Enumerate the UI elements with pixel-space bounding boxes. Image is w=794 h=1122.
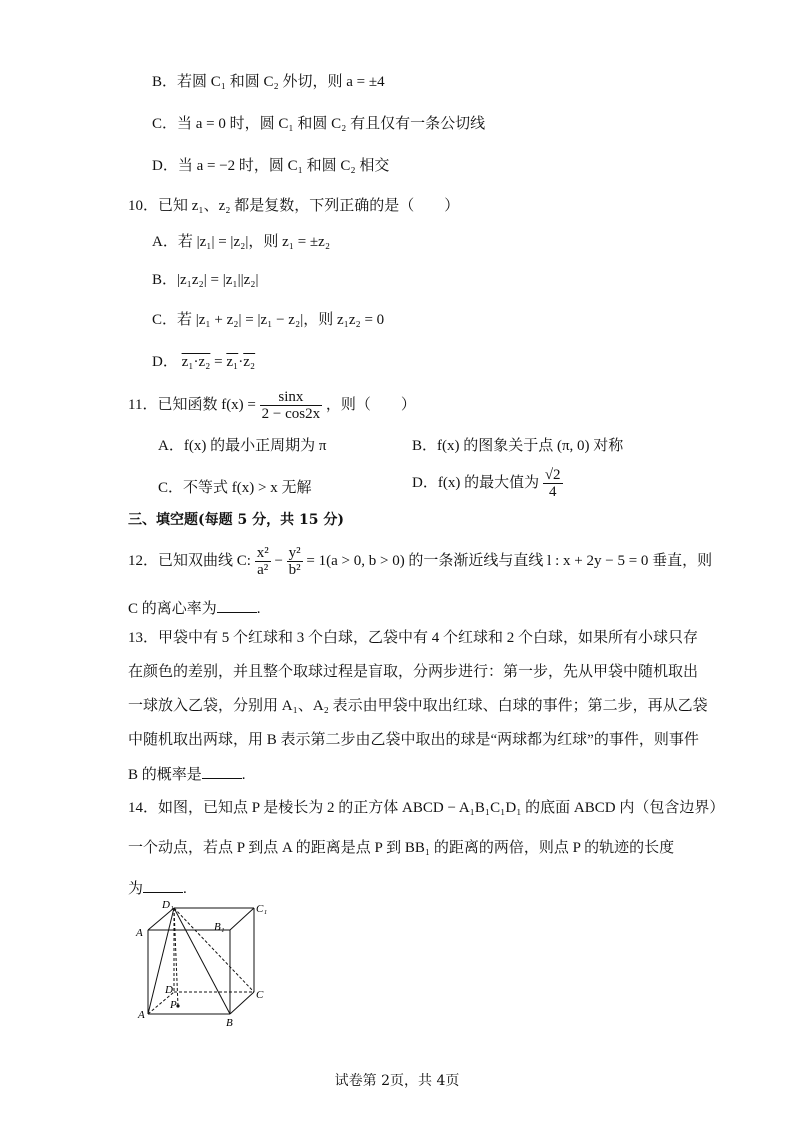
q13-line-4: 中随机取出两球，用 B 表示第二步由乙袋中取出的球是“两球都为红球”的事件，则事件 — [128, 732, 699, 748]
q13-line-5 — [128, 764, 246, 785]
q10-option-d — [152, 352, 255, 372]
cube-figure — [128, 900, 278, 1030]
q10-option-d-dot: · — [238, 354, 244, 370]
q11-option-c: C．不等式 f(x) > x 无解 — [158, 480, 312, 496]
line-d1-p-hidden — [174, 908, 178, 1006]
edge-b1c1 — [230, 908, 254, 930]
q14-line-3 — [128, 878, 187, 899]
label-b: B — [226, 1017, 233, 1029]
q12-line-2-end: . — [256, 601, 261, 617]
label-c1: C₁ — [256, 903, 268, 915]
q11-option-d-numerator: √2 — [544, 467, 561, 484]
q10-option-d-lhs: z₁·z₂ — [181, 354, 211, 370]
q12-fraction-x — [255, 545, 271, 578]
q10-option-d-label: D． — [152, 354, 178, 370]
edge-a1d1 — [148, 908, 174, 930]
q10-stem: 10．已知 z₁、z₂ 都是复数，下列正确的是（ ） — [128, 198, 460, 214]
q10-option-c: C．若 |z₁ + z₂| = |z₁ − z₂|，则 z₁z₂ = 0 — [152, 312, 385, 328]
q11-option-d-fraction — [543, 467, 563, 500]
q11-stem-suffix: ，则（ ） — [325, 397, 416, 413]
q12-minus: − — [274, 553, 283, 569]
q14-line-3-text: 为 — [128, 881, 144, 897]
q10-option-a: A．若 |z₁| = |z₂|，则 z₁ = ±z₂ — [152, 234, 331, 250]
label-a: A — [138, 1009, 145, 1021]
q13-line-2: 在颜色的差别，并且整个取球过程是盲取，分两步进行：第一步，先从甲袋中随机取出 — [128, 664, 699, 680]
q14-line-3-end: . — [183, 881, 187, 897]
q12-fraction-x-numerator: x² — [256, 545, 269, 562]
q12-answer-blank — [217, 598, 257, 613]
q12-fraction-x-denominator: a² — [257, 562, 269, 579]
q12-line-2-text: C 的离心率为 — [128, 601, 217, 617]
label-p: P — [170, 999, 177, 1011]
point-p — [176, 1004, 179, 1007]
q11-frac-numerator: sinx — [260, 389, 322, 406]
label-d: D — [165, 984, 173, 996]
q11-option-b: B．f(x) 的图象关于点 (π, 0) 对称 — [412, 438, 624, 454]
q14-answer-blank — [143, 878, 183, 893]
q12-fraction-y-numerator: y² — [288, 545, 301, 562]
q11-stem — [128, 388, 416, 422]
q12-line-2 — [128, 598, 261, 619]
q9-option-c: C．当 a = 0 时，圆 C₁ 和圆 C₂ 有且仅有一条公切线 — [152, 116, 486, 132]
q11-fraction — [260, 389, 322, 422]
q13-line-5-end: . — [241, 767, 246, 783]
q11-option-d-denominator: 4 — [548, 484, 557, 501]
q13-answer-blank — [202, 764, 242, 779]
q14-line-1: 14．如图，已知点 P 是棱长为 2 的正方体 ABCD − A₁B₁C₁D₁ 的底面 ABCD 内（包含边界） — [128, 800, 725, 816]
label-a1: A — [136, 927, 143, 939]
q12-suffix: = 1(a > 0, b > 0) 的一条渐近线与直线 l : x + 2y − 5 = 0 垂直，则 — [306, 553, 713, 569]
q14-line-2: 一个动点，若点 P 到点 A 的距离是点 P 到 BB₁ 的距离的两倍，则点 P 的轨迹的长度 — [128, 840, 675, 856]
edge-bc — [230, 992, 254, 1014]
q12-fraction-y-denominator: b² — [288, 562, 301, 579]
q10-option-d-equals: = — [214, 354, 223, 370]
page-footer: 试卷第 2页，共 4页 — [334, 1073, 460, 1089]
q11-option-a: A．f(x) 的最小正周期为 π — [158, 438, 327, 454]
q12-fraction-y — [287, 545, 303, 578]
q11-option-d-prefix: D．f(x) 的最大值为 — [412, 475, 540, 491]
q9-option-d: D．当 a = −2 时，圆 C₁ 和圆 C₂ 相交 — [152, 158, 390, 174]
label-c: C — [256, 989, 264, 1001]
q12-prefix: 12．已知双曲线 C: — [128, 553, 251, 569]
section-3-heading: 三、填空题(每题 5 分，共 15 分) — [128, 512, 344, 528]
q11-stem-prefix: 11．已知函数 f(x) = — [128, 397, 256, 413]
q13-line-5-text: B 的概率是 — [128, 767, 202, 783]
q13-line-1: 13．甲袋中有 5 个红球和 3 个白球，乙袋中有 4 个红球和 2 个白球，如果所有小球只存 — [128, 630, 699, 646]
q11-option-d — [412, 466, 563, 500]
label-b1: B₁ — [214, 921, 225, 933]
q9-option-b: B．若圆 C₁ 和圆 C₂ 外切，则 a = ±4 — [152, 74, 385, 90]
q10-option-d-conj-z1: z₁ — [226, 354, 239, 370]
label-d1: D₁ — [162, 900, 174, 911]
q12-line-1 — [128, 544, 712, 578]
q11-frac-denominator: 2 − cos2x — [261, 406, 321, 423]
q10-option-d-conj-z2: z₂ — [243, 354, 256, 370]
q10-option-b: B．|z₁z₂| = |z₁||z₂| — [152, 272, 259, 288]
q13-line-3: 一球放入乙袋，分别用 A₁、A₂ 表示由甲袋中取出红球、白球的事件；第二步，再从乙袋 — [128, 698, 708, 714]
